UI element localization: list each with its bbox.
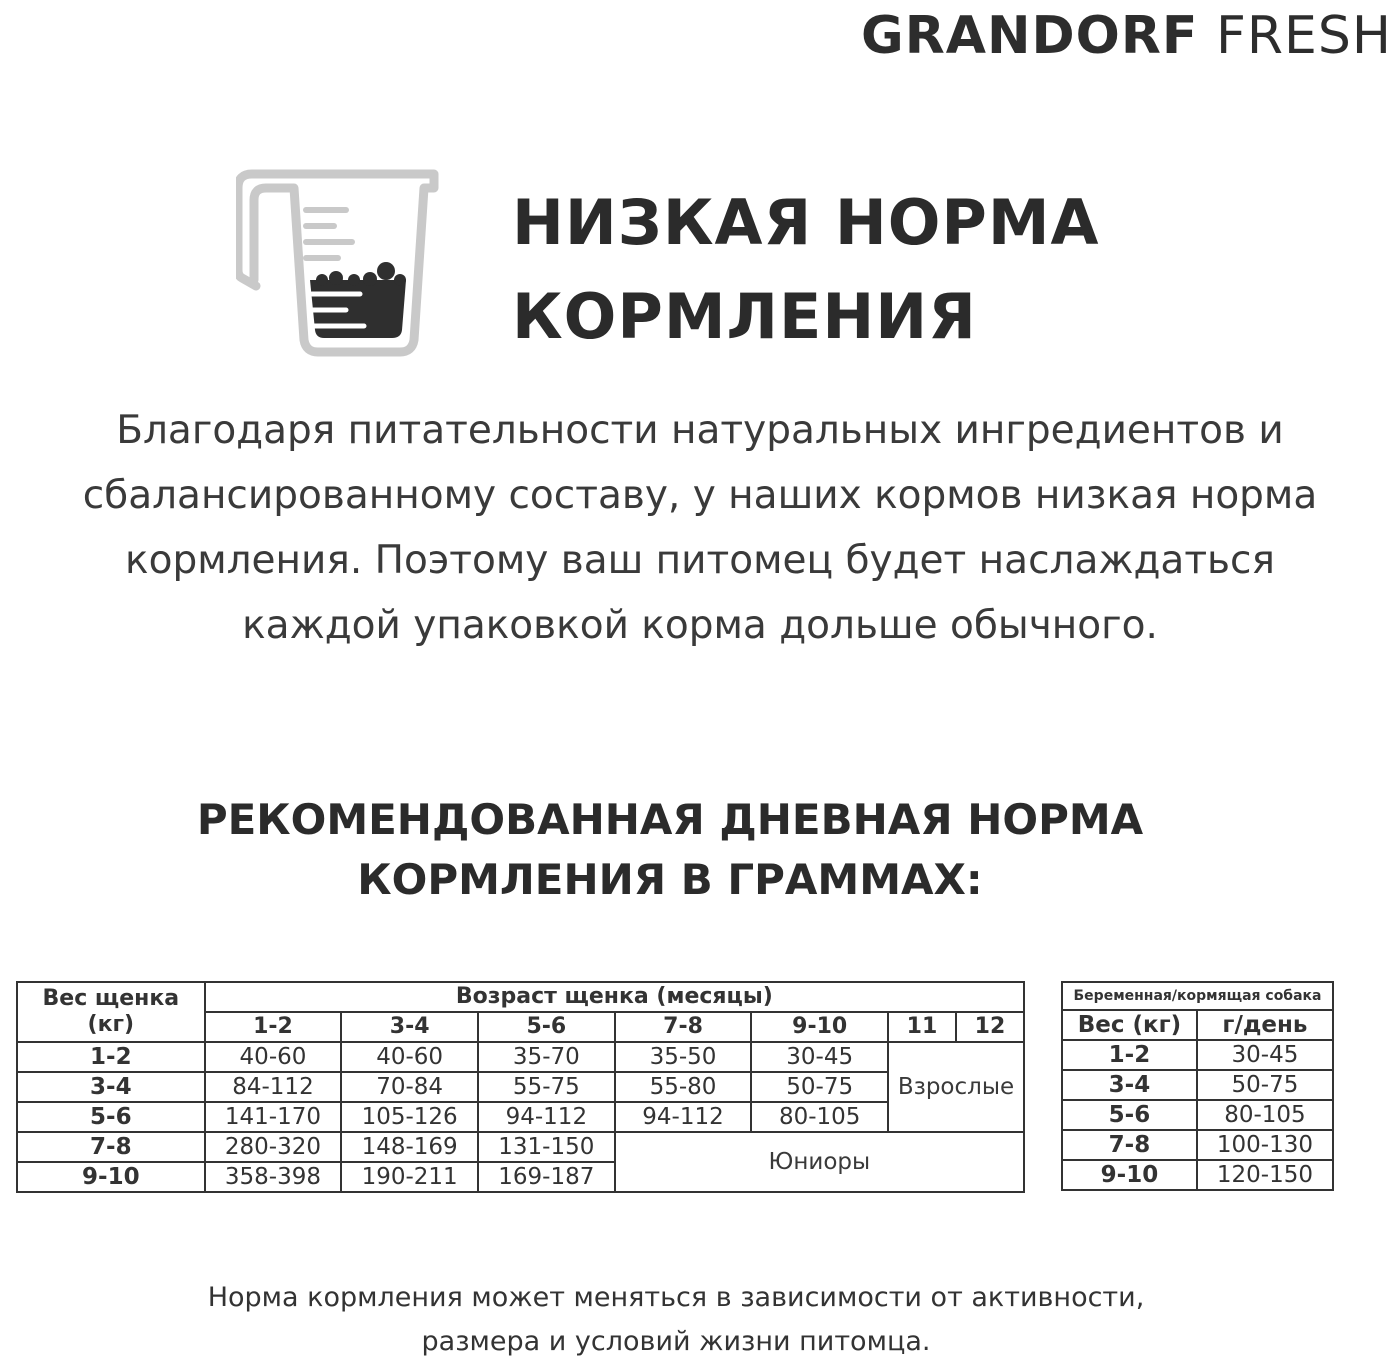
table-cell: 280-320 — [205, 1132, 342, 1162]
table-row — [17, 1102, 1024, 1132]
table-cell: 94-112 — [615, 1102, 752, 1132]
table-cell: 190-211 — [341, 1162, 478, 1192]
row-weight: 5-6 — [17, 1102, 205, 1132]
row-weight: 3-4 — [1062, 1070, 1197, 1100]
intro-line-3: кормления. Поэтому ваш питомец будет наслаждаться — [125, 538, 1275, 583]
page-title-line-2: КОРМЛЕНИЯ — [512, 280, 977, 353]
table-cell: 40-60 — [205, 1042, 342, 1072]
pregnant-weight-header: Вес (кг) — [1062, 1010, 1197, 1040]
row-weight: 7-8 — [1062, 1130, 1197, 1160]
table-cell: 50-75 — [1197, 1070, 1333, 1100]
table-row — [1062, 1070, 1333, 1100]
table-cell: 30-45 — [1197, 1040, 1333, 1070]
row-weight: 5-6 — [1062, 1100, 1197, 1130]
juniors-label: Юниоры — [615, 1132, 1024, 1192]
adults-label: Взрослые — [888, 1042, 1024, 1132]
table-cell: 358-398 — [205, 1162, 342, 1192]
table-cell: 80-105 — [751, 1102, 888, 1132]
feeding-table-heading — [0, 790, 1340, 910]
pregnant-grams-header: г/день — [1197, 1010, 1333, 1040]
table-cell: 35-70 — [478, 1042, 615, 1072]
age-column-header: Возраст щенка (месяцы) — [205, 982, 1024, 1012]
brand-name-light: FRESH — [1215, 6, 1392, 66]
row-weight: 1-2 — [17, 1042, 205, 1072]
row-weight: 1-2 — [1062, 1040, 1197, 1070]
table-cell: 84-112 — [205, 1072, 342, 1102]
table-cell: 80-105 — [1197, 1100, 1333, 1130]
table-row — [1062, 1130, 1333, 1160]
age-column-11: 11 — [888, 1012, 956, 1042]
age-column-12: 12 — [956, 1012, 1024, 1042]
intro-line-4: каждой упаковкой корма дольше обычного. — [242, 603, 1158, 648]
brand-name-bold: GRANDORF — [861, 6, 1199, 66]
table-cell: 35-50 — [615, 1042, 752, 1072]
footnote-line-2: размера и условий жизни питомца. — [421, 1326, 931, 1357]
feeding-table-heading-line-1: РЕКОМЕНДОВАННАЯ ДНЕВНАЯ НОРМА — [196, 795, 1144, 844]
table-cell: 55-80 — [615, 1072, 752, 1102]
table-row — [17, 1072, 1024, 1102]
table-cell: 94-112 — [478, 1102, 615, 1132]
table-cell: 141-170 — [205, 1102, 342, 1132]
pregnant-table-caption: Беременная/кормящая собака — [1062, 982, 1333, 1010]
table-cell: 40-60 — [341, 1042, 478, 1072]
intro-line-2: сбалансированному составу, у наших кормов низкая норма — [82, 473, 1318, 518]
puppy-feeding-table — [16, 981, 1025, 1193]
pregnant-dog-feeding-table — [1061, 981, 1334, 1191]
page-title — [512, 176, 1100, 364]
age-column-1-2: 1-2 — [205, 1012, 342, 1042]
row-weight: 7-8 — [17, 1132, 205, 1162]
age-column-3-4: 3-4 — [341, 1012, 478, 1042]
table-cell: 148-169 — [341, 1132, 478, 1162]
age-column-5-6: 5-6 — [478, 1012, 615, 1042]
page-title-line-1: НИЗКАЯ НОРМА — [512, 186, 1100, 259]
table-cell: 105-126 — [341, 1102, 478, 1132]
footnote-line-1: Норма кормления может меняться в зависимости от активности, — [207, 1282, 1145, 1313]
table-row — [1062, 1040, 1333, 1070]
intro-line-1: Благодаря питательности натуральных ингредиентов и — [116, 408, 1284, 453]
feeding-table-heading-line-2: КОРМЛЕНИЯ В ГРАММАХ: — [357, 855, 983, 904]
row-weight: 3-4 — [17, 1072, 205, 1102]
footnote — [0, 1276, 1352, 1364]
row-weight: 9-10 — [17, 1162, 205, 1192]
measuring-cup-icon — [236, 168, 446, 358]
table-cell: 169-187 — [478, 1162, 615, 1192]
table-cell: 55-75 — [478, 1072, 615, 1102]
intro-paragraph — [0, 398, 1400, 658]
table-cell: 30-45 — [751, 1042, 888, 1072]
table-row — [1062, 1160, 1333, 1190]
table-cell: 70-84 — [341, 1072, 478, 1102]
brand-logo — [861, 6, 1392, 66]
table-row — [17, 1042, 1024, 1072]
row-weight: 9-10 — [1062, 1160, 1197, 1190]
table-cell: 50-75 — [751, 1072, 888, 1102]
table-cell: 131-150 — [478, 1132, 615, 1162]
table-cell: 100-130 — [1197, 1130, 1333, 1160]
table-row — [1062, 1100, 1333, 1130]
age-column-9-10: 9-10 — [751, 1012, 888, 1042]
age-column-7-8: 7-8 — [615, 1012, 752, 1042]
table-cell: 120-150 — [1197, 1160, 1333, 1190]
table-row — [17, 1132, 1024, 1162]
weight-column-header: Вес щенка (кг) — [17, 982, 205, 1042]
